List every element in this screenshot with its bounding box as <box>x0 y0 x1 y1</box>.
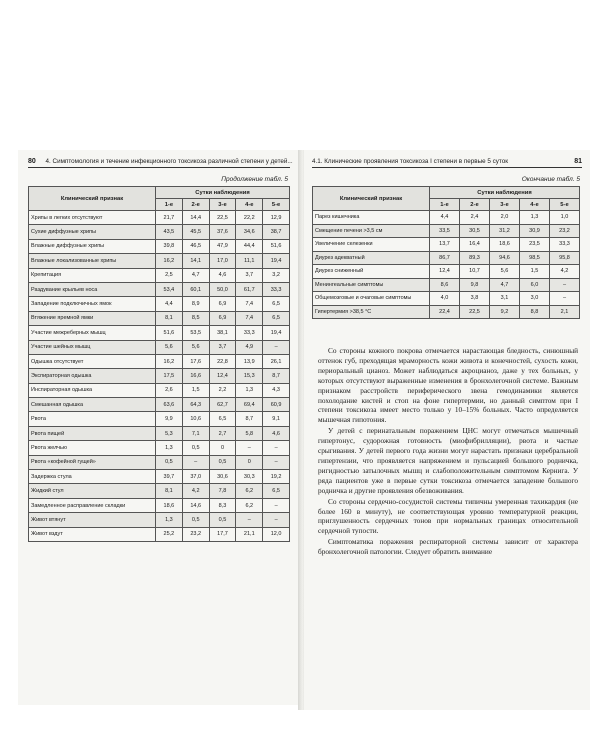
right-table-cell: 9,2 <box>490 305 520 319</box>
right-table-cell: 18,6 <box>490 238 520 252</box>
right-table-cell: – <box>550 278 580 292</box>
right-table-cell: 4,7 <box>490 278 520 292</box>
right-table-cell: 8,8 <box>520 305 550 319</box>
left-table-cell: – <box>263 513 290 527</box>
left-table-cell: 16,2 <box>156 354 183 368</box>
left-table-row-label: Влажные локализованные хрипы <box>29 254 156 268</box>
right-table-cell: 2,4 <box>460 211 490 225</box>
left-table-body <box>29 211 290 542</box>
left-table-row <box>29 326 290 340</box>
left-table-cell: 7,4 <box>236 311 263 325</box>
right-table-cell: 31,2 <box>490 224 520 238</box>
left-table-cell: 51,6 <box>263 239 290 253</box>
left-table-cell: 12,9 <box>263 211 290 225</box>
left-table-cell: 4,9 <box>236 340 263 354</box>
left-table-cell: 0,5 <box>182 441 209 455</box>
left-table-row <box>29 268 290 282</box>
left-table-row <box>29 340 290 354</box>
right-table <box>312 186 580 319</box>
left-table-cell: 8,3 <box>209 498 236 512</box>
right-table-cell: 22,4 <box>430 305 460 319</box>
left-table-cell: 8,7 <box>263 369 290 383</box>
left-table-cell: 6,2 <box>236 484 263 498</box>
right-table-cell: 4,0 <box>430 292 460 306</box>
right-table-row-label: Гипертермия >38,5 °С <box>313 305 430 319</box>
left-table-cell: 17,5 <box>156 369 183 383</box>
left-table-cell: 17,6 <box>182 354 209 368</box>
left-table-cell: 50,0 <box>209 282 236 296</box>
left-table-row <box>29 225 290 239</box>
left-table-cell: 61,7 <box>236 282 263 296</box>
left-table-cell: 13,9 <box>236 354 263 368</box>
left-table-cell: 5,3 <box>156 426 183 440</box>
left-table-cell: 43,5 <box>156 225 183 239</box>
left-table-row-label: Рвота <box>29 412 156 426</box>
left-table-row-label: Экспираторная одышка <box>29 369 156 383</box>
left-table-cell: 33,3 <box>263 282 290 296</box>
left-table-cell: 2,5 <box>156 268 183 282</box>
left-table-cell: 4,7 <box>182 268 209 282</box>
left-table-cell: 6,9 <box>209 297 236 311</box>
left-table-row <box>29 513 290 527</box>
body-paragraph: У детей с перинатальным поражением ЦНС могут отмечаться мышечный гипертонус, судорожная готовность (миофибрилляции), рвота и частые срыгивания. У детей первого года жизни могут нарастать признаки церебральной гипертензии, что проявляется напряжением и пульсацией большого родничка, ригидностью затылочных мышц и слабоположительным симптомом Кернига. У ряда пациентов уже в первые сутки токсикоза отмечается западение большого родничка и другие проявления обезвоживания. <box>318 426 578 495</box>
right-table-day-header: 4-е <box>520 199 550 211</box>
left-table-row-label: Хрипы в легких отсутствуют <box>29 211 156 225</box>
left-table-cell: 4,4 <box>156 297 183 311</box>
right-table-day-header: 5-е <box>550 199 580 211</box>
left-table-cell: 1,3 <box>156 441 183 455</box>
right-table-cell: 86,7 <box>430 251 460 265</box>
left-table-cell: 25,2 <box>156 527 183 541</box>
left-page-number: 80 <box>28 158 36 165</box>
left-table-row <box>29 383 290 397</box>
right-table-row-label: Диурез адекватный <box>313 251 430 265</box>
right-table-cell: 23,2 <box>550 224 580 238</box>
left-table-row <box>29 426 290 440</box>
right-table-continuation: Окончание табл. 5 <box>521 176 580 183</box>
left-table-cell: 60,1 <box>182 282 209 296</box>
left-table-cell: 64,3 <box>182 398 209 412</box>
right-running-head <box>312 158 582 168</box>
left-table-cell: 8,9 <box>182 297 209 311</box>
right-table-day-header: 1-е <box>430 199 460 211</box>
left-table-cell: 4,6 <box>263 426 290 440</box>
right-table-day-header: 3-е <box>490 199 520 211</box>
right-table-cell: 2,1 <box>550 305 580 319</box>
left-table-row-label: Одышка отсутствует <box>29 354 156 368</box>
left-table-cell: 44,4 <box>236 239 263 253</box>
left-table-cell: 0,5 <box>182 513 209 527</box>
left-table-cell: 4,6 <box>209 268 236 282</box>
left-table-row-label: Рвота пищей <box>29 426 156 440</box>
left-table-cell: 0 <box>236 455 263 469</box>
right-table-cell: 95,8 <box>550 251 580 265</box>
left-table-row <box>29 498 290 512</box>
left-table-cell: 16,6 <box>182 369 209 383</box>
left-table-cell: – <box>263 498 290 512</box>
left-table-cell: 0,5 <box>156 455 183 469</box>
left-table-cell: – <box>236 513 263 527</box>
left-table-cell: 2,7 <box>209 426 236 440</box>
right-table-cell: 16,4 <box>460 238 490 252</box>
left-table-cell: 19,4 <box>263 326 290 340</box>
right-table-row-label: Менингеальные симптомы <box>313 278 430 292</box>
left-table-row-label: Крепитация <box>29 268 156 282</box>
left-table-cell: 15,3 <box>236 369 263 383</box>
left-table-cell: 69,4 <box>236 398 263 412</box>
left-table-cell: 0,5 <box>209 513 236 527</box>
left-table-cell: 22,5 <box>209 211 236 225</box>
left-table-feature-header: Клинический признак <box>29 187 156 211</box>
left-table-row <box>29 211 290 225</box>
right-table-row-label: Парез кишечника <box>313 211 430 225</box>
left-table-cell: – <box>236 441 263 455</box>
left-table-day-header: 2-е <box>182 199 209 211</box>
right-table-row <box>313 292 580 306</box>
left-table-cell: – <box>182 455 209 469</box>
left-table-cell: 11,1 <box>236 254 263 268</box>
left-table-cell: – <box>263 455 290 469</box>
right-table-cell: 3,0 <box>520 292 550 306</box>
right-table-cell: 1,5 <box>520 265 550 279</box>
right-table-cell: 10,7 <box>460 265 490 279</box>
left-running-head-text: 4. Симптомология и течение инфекционного токсикоза различной степени у детей... <box>45 158 293 165</box>
right-table-cell: 1,3 <box>520 211 550 225</box>
left-table-cell: 18,6 <box>156 498 183 512</box>
left-table-cell: 9,1 <box>263 412 290 426</box>
left-table-cell: 3,7 <box>209 340 236 354</box>
left-table-cell: 6,9 <box>209 311 236 325</box>
left-table-cell: 19,4 <box>263 254 290 268</box>
left-table-cell: 8,5 <box>182 311 209 325</box>
left-table-cell: 21,7 <box>156 211 183 225</box>
right-table-row <box>313 265 580 279</box>
right-table-row <box>313 305 580 319</box>
left-table-cell: – <box>263 441 290 455</box>
left-table-cell: 45,5 <box>182 225 209 239</box>
left-table-row-label: Сухие диффузные хрипы <box>29 225 156 239</box>
left-table-row-label: Замедленное расправление складки <box>29 498 156 512</box>
right-page <box>304 150 590 710</box>
right-running-head-text: 4.1. Клинические проявления токсикоза I степени в первые 5 суток <box>312 158 508 165</box>
right-table-feature-header: Клинический признак <box>313 187 430 211</box>
left-table-row <box>29 484 290 498</box>
left-table-cell: 14,6 <box>182 498 209 512</box>
body-paragraph: Со стороны сердечно-сосудистой системы типичны умеренная тахикардия (не более 160 в минуту), не соответствующая уровню температурной реакции, приглушенность сердечных тонов при нормальных границах относительной сердечной тупости. <box>318 496 578 536</box>
left-table-cell: 26,1 <box>263 354 290 368</box>
right-table-row <box>313 211 580 225</box>
left-table-cell: 37,0 <box>182 470 209 484</box>
left-table-cell: 39,7 <box>156 470 183 484</box>
body-paragraph: Симптоматика поражения респираторной системы зависит от характера бронхолегочной патологии. Следует обратить внимание <box>318 537 578 557</box>
left-table-cell: 39,8 <box>156 239 183 253</box>
left-table-cell: 30,6 <box>209 470 236 484</box>
right-table-day-header: 2-е <box>460 199 490 211</box>
left-table-row-label: Рвота желчью <box>29 441 156 455</box>
right-table-cell: 5,6 <box>490 265 520 279</box>
left-table-cell: 10,6 <box>182 412 209 426</box>
left-table-row-label: Втяжение яремной ямки <box>29 311 156 325</box>
left-table-cell: 4,3 <box>263 383 290 397</box>
left-table-cell: 2,6 <box>156 383 183 397</box>
left-table-day-header: 4-е <box>236 199 263 211</box>
right-table-cell: 4,4 <box>430 211 460 225</box>
left-table-cell: 1,5 <box>182 383 209 397</box>
left-table-cell: 1,3 <box>156 513 183 527</box>
left-table-cell: 38,1 <box>209 326 236 340</box>
right-table-row <box>313 278 580 292</box>
left-table-row <box>29 455 290 469</box>
right-table-body <box>313 211 580 319</box>
left-table-cell: 5,8 <box>236 426 263 440</box>
left-table-row <box>29 297 290 311</box>
left-table-day-header: 3-е <box>209 199 236 211</box>
left-table-cell: 8,7 <box>236 412 263 426</box>
right-table-cell: 3,8 <box>460 292 490 306</box>
left-table-cell: 30,3 <box>236 470 263 484</box>
right-table-cell: 4,2 <box>550 265 580 279</box>
right-table-cell: 3,1 <box>490 292 520 306</box>
left-table-row-label: Рвота «кофейной гущей» <box>29 455 156 469</box>
left-table-cell: 16,2 <box>156 254 183 268</box>
left-table-cell: 22,2 <box>236 211 263 225</box>
right-table-row-label: Смещение печени >3,5 см <box>313 224 430 238</box>
left-table-cell: 2,2 <box>209 383 236 397</box>
right-table-cell: 98,5 <box>520 251 550 265</box>
left-table-cell: 9,9 <box>156 412 183 426</box>
right-table-cell: 23,5 <box>520 238 550 252</box>
left-table-row <box>29 354 290 368</box>
left-table-cell: 63,6 <box>156 398 183 412</box>
left-table-continuation: Продолжение табл. 5 <box>221 176 288 183</box>
left-table-cell: 14,1 <box>182 254 209 268</box>
right-table-cell: 33,5 <box>430 224 460 238</box>
right-table-cell: – <box>550 292 580 306</box>
left-table-row <box>29 239 290 253</box>
left-table-row-label: Раздувание крыльев носа <box>29 282 156 296</box>
left-table-cell: 53,4 <box>156 282 183 296</box>
left-table-cell: – <box>263 340 290 354</box>
right-table-cell: 12,4 <box>430 265 460 279</box>
left-table-row <box>29 398 290 412</box>
left-table-cell: 38,7 <box>263 225 290 239</box>
left-table-cell: 37,6 <box>209 225 236 239</box>
right-table-cell: 22,5 <box>460 305 490 319</box>
left-table-cell: 23,2 <box>182 527 209 541</box>
left-table-cell: 12,4 <box>209 369 236 383</box>
left-table-row <box>29 412 290 426</box>
left-table-cell: 12,0 <box>263 527 290 541</box>
right-page-number: 81 <box>574 158 582 165</box>
left-table-cell: 7,4 <box>236 297 263 311</box>
left-table-row <box>29 282 290 296</box>
right-table-days-header: Сутки наблюдения <box>430 187 580 199</box>
left-table-row-label: Смешанная одышка <box>29 398 156 412</box>
left-table-cell: 5,6 <box>156 340 183 354</box>
left-table-cell: 33,3 <box>236 326 263 340</box>
left-table-row-label: Жидкий стул <box>29 484 156 498</box>
left-table-cell: 7,8 <box>209 484 236 498</box>
left-table-row <box>29 527 290 541</box>
right-table-cell: 8,6 <box>430 278 460 292</box>
left-table-cell: 62,7 <box>209 398 236 412</box>
left-table-cell: 22,8 <box>209 354 236 368</box>
left-table-cell: 6,5 <box>263 484 290 498</box>
right-table-row <box>313 251 580 265</box>
left-table-cell: 8,1 <box>156 311 183 325</box>
right-table-row <box>313 238 580 252</box>
left-table-cell: 3,2 <box>263 268 290 282</box>
left-table-row <box>29 254 290 268</box>
right-table-row <box>313 224 580 238</box>
left-table-cell: 0 <box>209 441 236 455</box>
left-table-row-label: Живот втянут <box>29 513 156 527</box>
right-table-cell: 13,7 <box>430 238 460 252</box>
left-table-cell: 5,6 <box>182 340 209 354</box>
left-table-cell: 60,9 <box>263 398 290 412</box>
left-table-cell: 51,6 <box>156 326 183 340</box>
left-table-row-label: Западение подключичных ямок <box>29 297 156 311</box>
left-table-row <box>29 311 290 325</box>
left-table-cell: 34,6 <box>236 225 263 239</box>
left-table-row-label: Влажные диффузные хрипы <box>29 239 156 253</box>
left-table-cell: 6,5 <box>209 412 236 426</box>
left-table-cell: 46,5 <box>182 239 209 253</box>
left-table <box>28 186 290 542</box>
right-table-cell: 2,0 <box>490 211 520 225</box>
right-table-cell: 33,3 <box>550 238 580 252</box>
left-table-cell: 17,0 <box>209 254 236 268</box>
left-table-cell: 17,7 <box>209 527 236 541</box>
body-paragraph: Со стороны кожного покрова отмечается нарастающая бледность, синюшный оттенок губ, преходящая мраморность кожи живота и конечностей, сухость кожи, периоральный цианоз. Может наблюдаться акроцианоз, даже у тех больных, у которых отсутствуют выраженные изменения в бронхолегочной системе. Важным признаком расстройств периферического звена гемодинамики является похолодание кистей и стоп на фоне гипертермии, но данный симптом при I степени токсикоза имеет место только у 10–15% больных. Часто определяется мышечная гипотония. <box>318 346 578 425</box>
left-table-cell: 47,9 <box>209 239 236 253</box>
left-table-cell: 0,5 <box>209 455 236 469</box>
left-table-cell: 6,5 <box>263 311 290 325</box>
left-table-row-label: Задержка стула <box>29 470 156 484</box>
left-table-cell: 3,7 <box>236 268 263 282</box>
left-table-row-label: Участие межреберных мышц <box>29 326 156 340</box>
left-table-cell: 6,2 <box>236 498 263 512</box>
right-table-row-label: Диурез сниженный <box>313 265 430 279</box>
left-table-cell: 4,2 <box>182 484 209 498</box>
left-running-head <box>28 158 293 168</box>
right-table-cell: 89,3 <box>460 251 490 265</box>
left-table-row <box>29 369 290 383</box>
right-table-cell: 6,0 <box>520 278 550 292</box>
right-table-row-label: Увеличение селезенки <box>313 238 430 252</box>
left-table-days-header: Сутки наблюдения <box>156 187 290 199</box>
left-table-cell: 19,2 <box>263 470 290 484</box>
left-table-cell: 6,5 <box>263 297 290 311</box>
left-page <box>18 150 300 705</box>
left-table-row <box>29 470 290 484</box>
right-table-cell: 30,9 <box>520 224 550 238</box>
left-table-cell: 21,1 <box>236 527 263 541</box>
left-table-day-header: 5-е <box>263 199 290 211</box>
left-table-cell: 1,3 <box>236 383 263 397</box>
right-table-cell: 30,5 <box>460 224 490 238</box>
left-table-row-label: Участие шейных мышц <box>29 340 156 354</box>
right-table-cell: 94,6 <box>490 251 520 265</box>
left-table-cell: 7,1 <box>182 426 209 440</box>
left-table-row-label: Инспираторная одышка <box>29 383 156 397</box>
right-table-row-label: Общемозговые и очаговые симптомы <box>313 292 430 306</box>
left-table-cell: 8,1 <box>156 484 183 498</box>
left-table-cell: 53,5 <box>182 326 209 340</box>
right-body-text <box>318 346 578 558</box>
left-table-day-header: 1-е <box>156 199 183 211</box>
right-table-cell: 9,8 <box>460 278 490 292</box>
left-table-cell: 14,4 <box>182 211 209 225</box>
left-table-row <box>29 441 290 455</box>
right-table-cell: 1,0 <box>550 211 580 225</box>
left-table-row-label: Живот вздут <box>29 527 156 541</box>
